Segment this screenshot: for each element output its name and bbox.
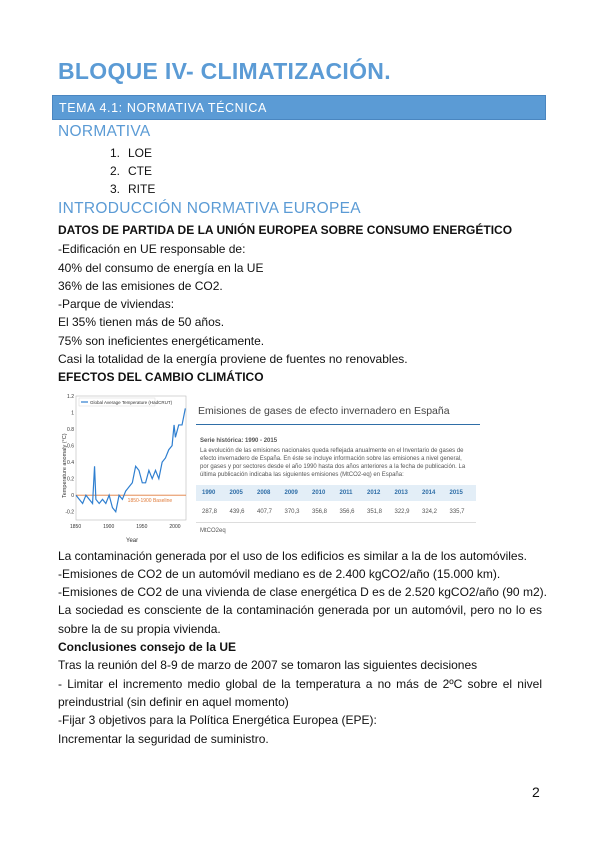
x-axis-label: Year [126,538,139,544]
table-year-header: 2008 [257,490,271,496]
table-year-header: 2009 [284,490,298,496]
text-line: -Edificación en UE responsable de: [58,242,246,256]
text-line: - Limitar el incremento medio global de la temperatura a no más de 2ºC sobre el nivel [58,677,542,691]
y-tick-label: 0.8 [67,427,74,434]
temperature-chart-image [58,388,188,544]
table-year-header: 2005 [229,490,243,496]
list-item [110,182,155,196]
title-rule [196,424,480,425]
table-value-cell: 370,3 [284,509,300,515]
list-number: 1. [110,146,121,160]
table-value-cell: 287,8 [202,509,218,515]
table-value-cell: 324,2 [422,509,438,515]
x-tick-label: 2000 [169,524,181,530]
x-tick-label: 1900 [103,524,115,530]
text-line: -Parque de viviendas: [58,297,175,311]
x-tick-label: 1950 [136,524,148,530]
emissions-series-label: Serie histórica: 1990 - 2015 [200,438,278,444]
normativa-heading: NORMATIVA [58,123,151,140]
emissions-paragraph: La evolución de las emisiones nacionales queda reflejada anualmente en el Inventario de gases de efecto invernadero de España. En éste se incluye información sobre las emisiones a nivel general, por gases y por sectores desde el año 1990 hasta dos años anteriores a la fecha de publicación. La última publicación indicaba las siguientes emisiones (MtCO2-eq) en España: [200,448,466,478]
text-line: preindustrial (sin definir en aquel momento) [58,695,289,709]
tema-banner [52,95,546,120]
y-tick-label: 0.2 [67,476,74,483]
text-line: Tras la reunión del 8-9 de marzo de 2007 se tomaron las siguientes decisiones [58,658,478,672]
table-year-header: 2014 [422,490,436,496]
text-line: Incrementar la seguridad de suministro. [58,732,269,746]
text-line: El 35% tienen más de 50 años. [58,315,225,329]
list-text: RITE [128,182,156,196]
table-value-cell: 335,7 [449,509,465,515]
temperature-chart [58,388,188,544]
list-text: CTE [128,164,152,178]
text-line: -Emisiones de CO2 de un automóvil mediano es de 2.400 kgCO2/año (15.000 km). [58,567,501,581]
table-value-cell: 322,9 [394,509,410,515]
text-line: sobre la de su propia vivienda. [58,622,221,636]
text-line: -Emisiones de CO2 de una vivienda de clase energética D es de 2.520 kgCO2/año (90 m2). [58,585,547,599]
conclusiones-heading: Conclusiones consejo de la UE [58,640,237,654]
table-separator [196,522,476,523]
y-tick-label: 0.4 [67,460,74,467]
list-number: 2. [110,164,121,178]
document-title: BLOQUE IV- CLIMATIZACIÓN. [58,58,391,84]
text-line: La contaminación generada por el uso de los edificios es similar a la de los automóviles. [58,549,527,563]
table-value-cell: 356,6 [339,509,355,515]
intro-heading: INTRODUCCIÓN NORMATIVA EUROPEA [58,200,361,217]
table-year-header: 2010 [312,490,326,496]
text-line: La sociedad es consciente de la contaminación generada por un automóvil, pero no lo es [58,603,542,617]
y-tick-label: 1 [71,410,74,417]
table-year-header: 2013 [394,490,408,496]
emissions-unit: MtCO2eq [200,528,226,534]
text-line: 75% son ineficientes energéticamente. [58,334,265,348]
list-number: 3. [110,182,121,196]
y-tick-label: 1.2 [67,394,74,400]
table-value-cell: 351,8 [367,509,383,515]
datos-subheading: DATOS DE PARTIDA DE LA UNIÓN EUROPEA SOBRE CONSUMO ENERGÉTICO [58,223,513,237]
text-line: 40% del consumo de energía en la UE [58,261,264,275]
temperature-series-line [76,408,185,511]
table-year-header: 2011 [339,490,353,496]
table-value-cell: 356,8 [312,509,328,515]
list-item [110,146,152,160]
text-line: Casi la totalidad de la energía proviene de fuentes no renovables. [58,352,408,366]
x-tick-label: 1850 [70,524,82,530]
table-year-header: 2012 [367,490,381,496]
y-axis-label: Temperature anomaly (°C) [62,433,68,498]
list-item [110,164,152,178]
text-line: 36% de las emisiones de CO2. [58,279,223,293]
table-value-cell: 439,6 [229,509,245,515]
baseline-label: 1850-1900 Baseline [127,498,173,505]
efectos-heading: EFECTOS DEL CAMBIO CLIMÁTICO [58,370,264,384]
emissions-table-image [192,397,480,539]
tema-title: TEMA 4.1: NORMATIVA TÉCNICA [59,101,267,115]
text-line: -Fijar 3 objetivos para la Política Energética Europea (EPE): [58,713,377,727]
legend-label: Global Average Temperature (HadCRUT) [90,400,173,405]
y-tick-label: 0.6 [67,443,74,450]
y-tick-label: -0.2 [65,509,74,516]
table-value-cell: 407,7 [257,509,273,515]
list-text: LOE [128,146,153,160]
emissions-title: Emisiones de gases de efecto invernadero en España [198,405,450,417]
table-year-header: 1990 [202,490,216,496]
page-number: 2 [532,784,540,800]
table-year-header: 2015 [449,490,463,496]
y-tick-label: 0 [71,493,74,500]
